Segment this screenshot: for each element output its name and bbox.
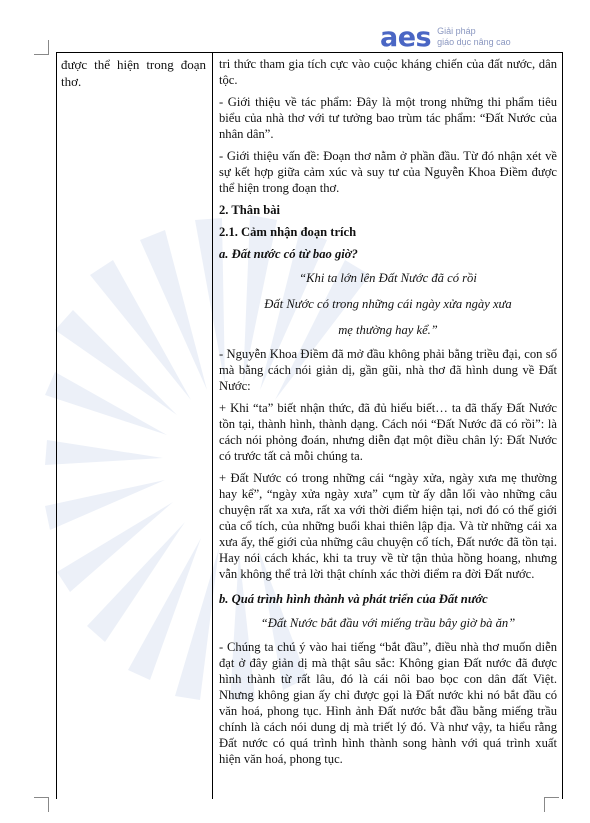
paragraph-a1: - Nguyễn Khoa Điềm đã mở đầu không phải bằng triều đại, con số mà bằng cách nói giản dị, gần gũi, nhà thơ đã hình dung về Đất Nước:	[219, 347, 557, 393]
subheading-a: a. Đất nước có từ bao giờ?	[219, 247, 358, 261]
logo-tagline-line1: Giải pháp	[437, 26, 476, 36]
quote-b: “Đất Nước bắt đầu với miếng trầu bây giờ bà ăn”	[260, 616, 516, 630]
issue-intro-paragraph: - Giới thiệu vấn đề: Đoạn thơ nằm ở phần đầu. Từ đó nhận xét về sự kết hợp giữa cảm xúc và suy tư của Nguyễn Khoa Điềm được thể hiện trong đoạn thơ.	[219, 149, 557, 195]
column-divider	[212, 53, 213, 799]
paragraph-b1: - Chúng ta chú ý vào hai tiếng “bắt đầu”, điều nhà thơ muốn diễn đạt ở đây giản dị mà thật sâu sắc: Không gian Đất nước đã được hình thành từ rất lâu, đó là cái nôi bao bọc con dân đất Việt. Nhưng không gian ấy chỉ được gọi là Đất nước khi nó bắt đầu có văn hoá, phong tục. Hình ảnh Đất nước bắt đầu bằng miếng trầu chính là cách nói dung dị mà triết lý đó. Và như vậy, ta hiểu rằng Đất nước có quá trình hình thành song hành với quá trình xuất hiện văn hoá, phong tục.	[219, 640, 557, 766]
section-2-heading: 2. Thân bài	[219, 203, 281, 217]
section-2-1-heading: 2.1. Cảm nhận đoạn trích	[219, 225, 357, 239]
quote-a-line-2: Đất Nước có trong những cái ngày xửa ngày xưa	[264, 297, 512, 311]
right-column-cell	[219, 56, 557, 773]
quote-a-line-1: “Khi ta lớn lên Đất Nước đã có rồi	[299, 271, 477, 285]
quote-a-line-3: mẹ thường hay kể.”	[338, 323, 438, 337]
work-intro-paragraph: - Giới thiệu về tác phẩm: Đây là một trong những thi phẩm tiêu biểu của nhà thơ với tư tưởng bao trùm tác phẩm: “Đất Nước của nhân dân”.	[219, 95, 557, 141]
crop-mark-bottom-left	[34, 797, 49, 812]
paragraph-a3: + Đất Nước có trong những cái “ngày xửa, ngày xưa mẹ thường hay kể”, “ngày xửa ngày xưa” cụm từ ấy dẫn lối vào những câu chuyện rất xa xưa, rất xa với thời điểm hiện tại, nơi đó có thế giới của cổ tích, của những buổi khai thiên lập địa. Và từ những cái xa xưa ấy, thế giới của những câu chuyện cổ tích, Đất nước đã tồn tại. Hay nói cách khác, khi ta truy về từ tận thủa hồng hoang, nhưng vẫn không thể trả lời thật chính xác thời điểm ra đời Đất nước.	[219, 471, 557, 581]
intro-tail-text: tri thức tham gia tích cực vào cuộc kháng chiến của đất nước, dân tộc.	[219, 57, 557, 87]
logo-mark: aes	[380, 21, 432, 53]
left-column-cell	[61, 56, 206, 96]
logo-tagline	[437, 26, 511, 48]
logo-tagline-line2: giáo dục nâng cao	[437, 37, 511, 47]
content-table	[56, 52, 563, 799]
subheading-b: b. Quá trình hình thành và phát triển của Đất nước	[219, 592, 488, 606]
crop-mark-top-left	[34, 40, 49, 55]
crop-mark-bottom-right	[544, 797, 559, 812]
aes-logo	[380, 22, 511, 52]
paragraph-a2: + Khi “ta” biết nhận thức, đã đủ hiểu biết… ta đã thấy Đất Nước tồn tại, thành hình, thành dạng. Cách nói “Đất Nước đã có rồi”: là cách nói phỏng đoán, nhưng diễn đạt một điều chân lý: Đất Nước có trước tất cả mỗi chúng ta.	[219, 401, 557, 463]
left-cell-text: được thể hiện trong đoạn thơ.	[61, 57, 206, 89]
